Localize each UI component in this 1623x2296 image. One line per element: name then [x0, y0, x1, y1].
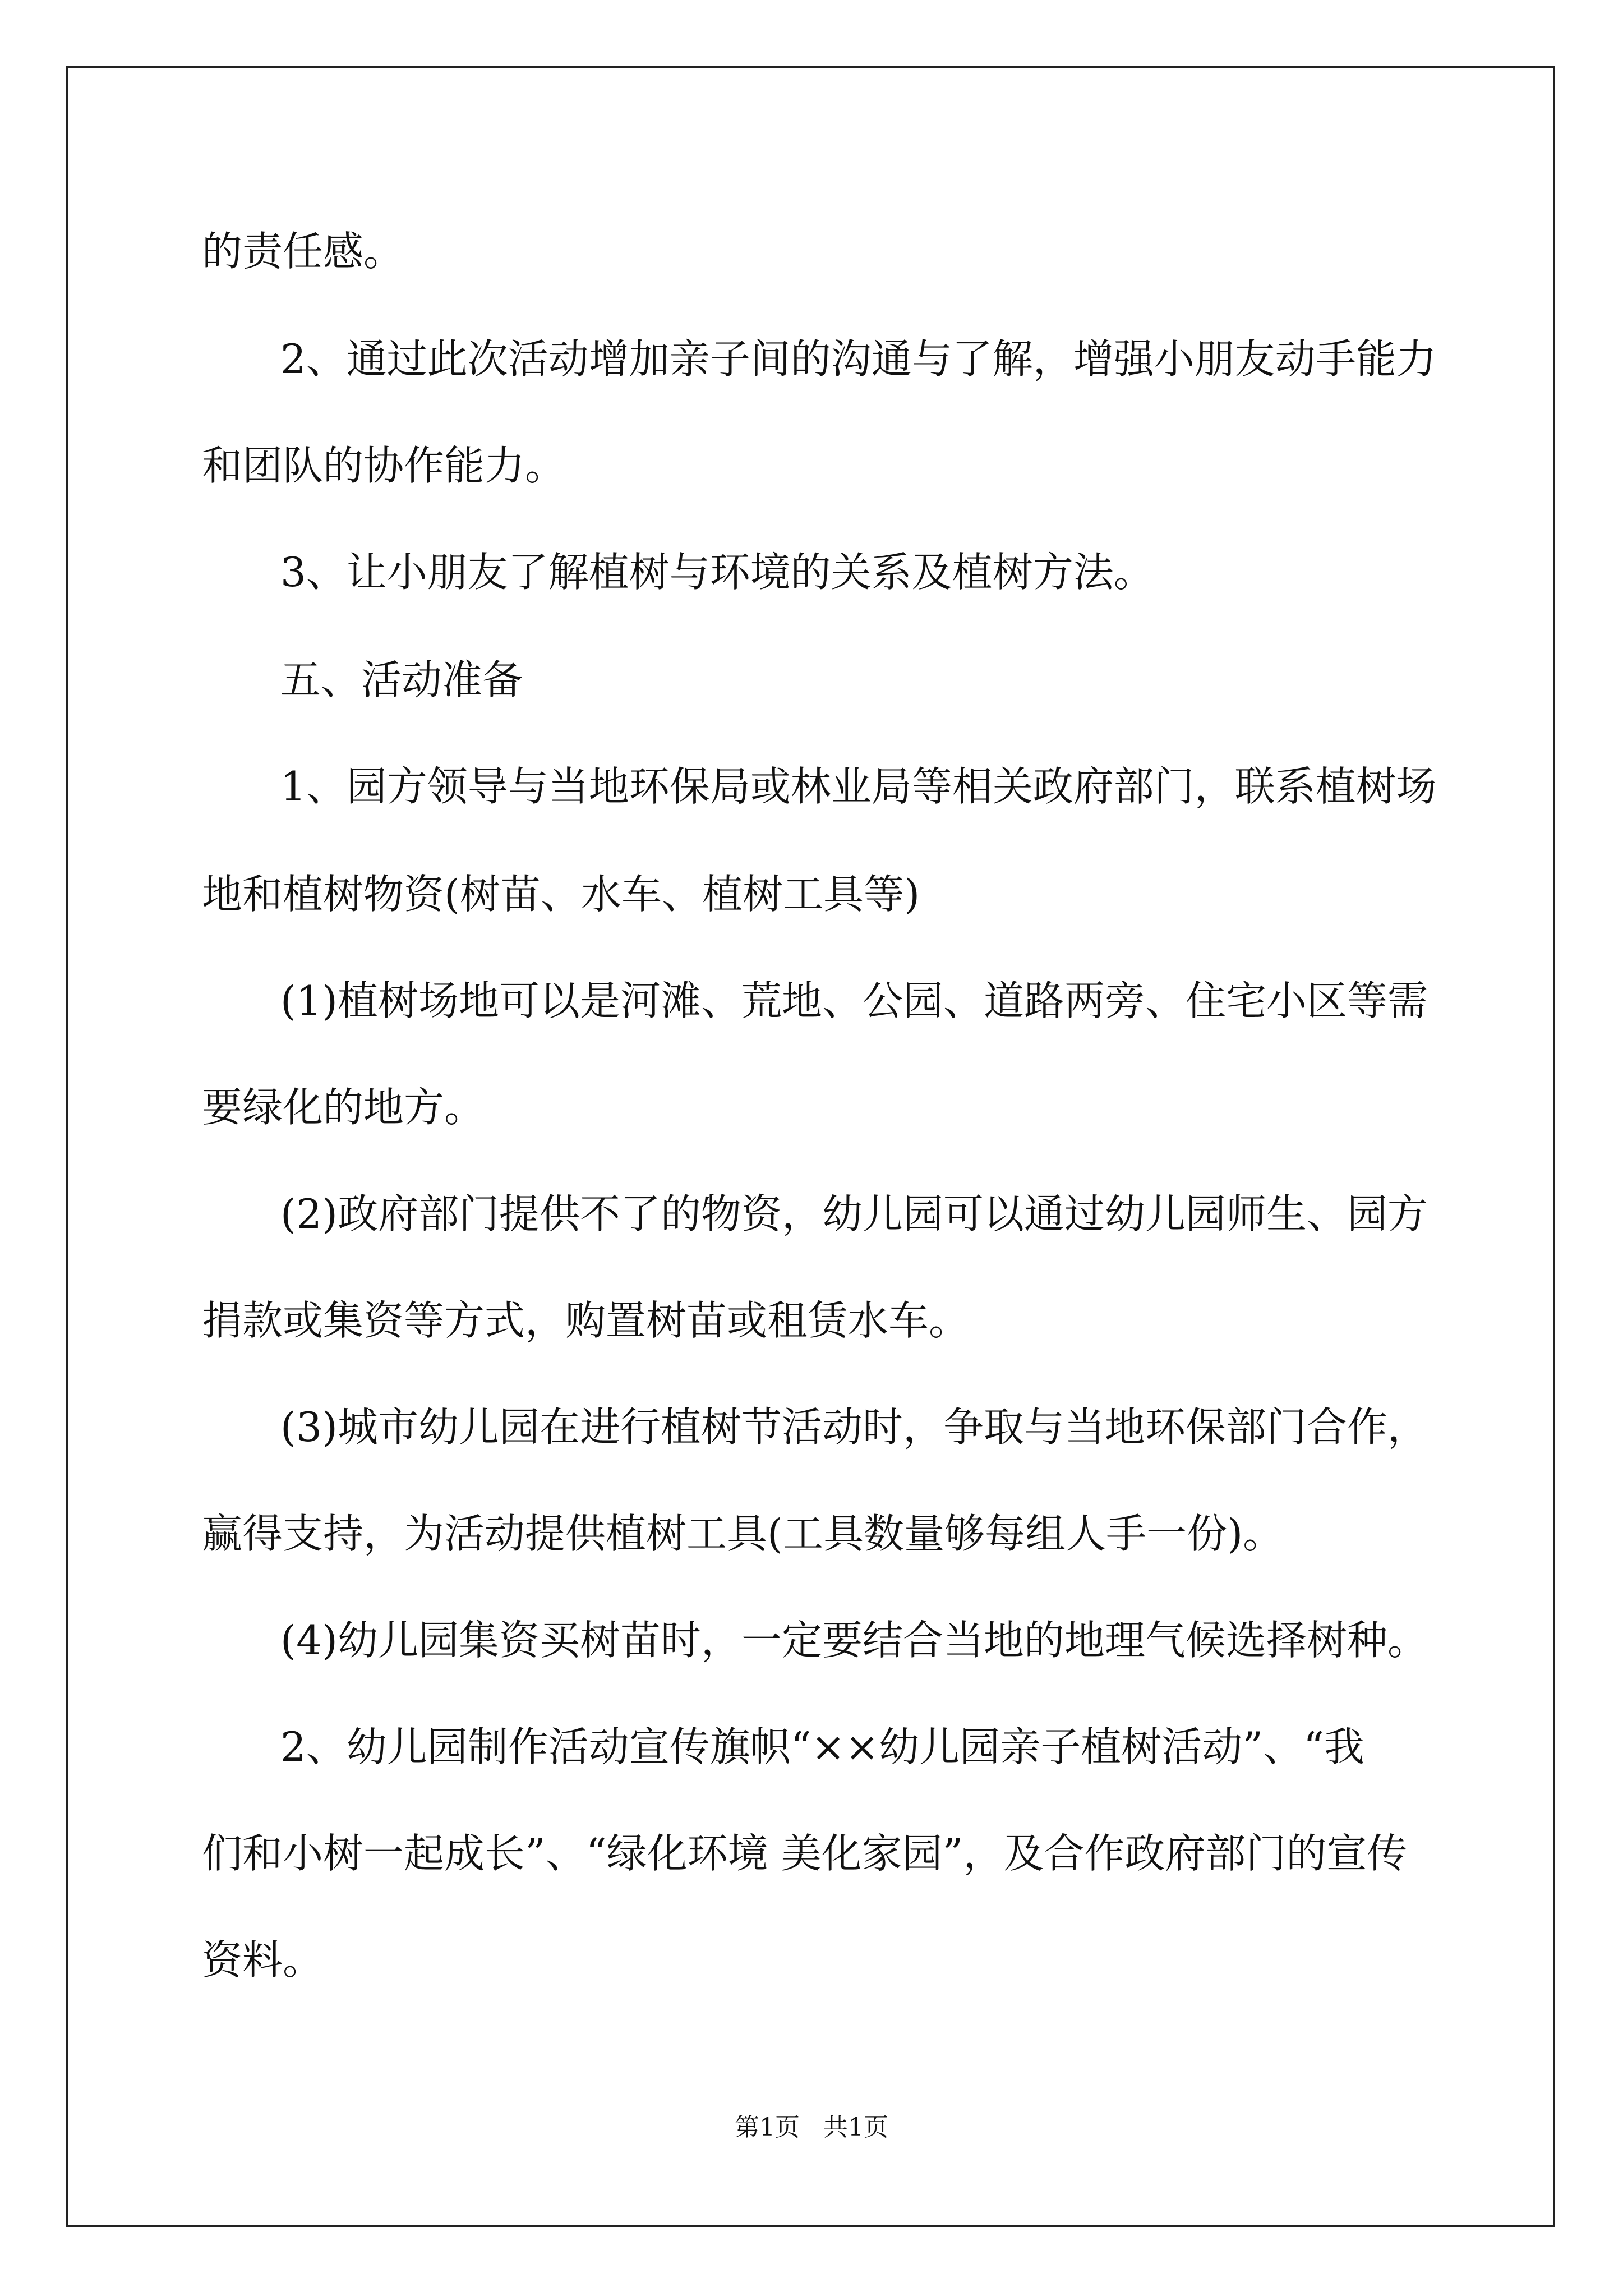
paragraph-line: 2、通过此次活动增加亲子间的沟通与了解，增强小朋友动手能力	[280, 335, 1437, 383]
paragraph-line: 要绿化的地方。	[202, 1084, 485, 1131]
paragraph-line: 3、让小朋友了解植树与环境的关系及植树方法。	[280, 549, 1154, 596]
paragraph-line: 赢得支持，为活动提供植树工具(工具数量够每组人手一份)。	[202, 1510, 1284, 1557]
paragraph-line: 和团队的协作能力。	[202, 442, 566, 489]
paragraph-line: (1)植树场地可以是河滩、荒地、公园、道路两旁、住宅小区等需	[280, 977, 1428, 1024]
section-heading: 五、活动准备	[280, 656, 523, 703]
paragraph-line: 2、幼儿园制作活动宣传旗帜“××幼儿园亲子植树活动”、“我	[280, 1723, 1364, 1770]
paragraph-line: (3)城市幼儿园在进行植树节活动时，争取与当地环保部门合作，	[280, 1404, 1428, 1451]
paragraph-line: 1、园方领导与当地环保局或林业局等相关政府部门，联系植树场	[280, 763, 1437, 810]
paragraph-line: 资料。	[202, 1936, 324, 1984]
paragraph-line: (2)政府部门提供不了的物资，幼儿园可以通过幼儿园师生、园方	[280, 1190, 1428, 1237]
paragraph-line: 的责任感。	[202, 228, 404, 275]
paragraph-line: 地和植树物资(树苗、水车、植树工具等)	[202, 871, 920, 918]
page-border	[66, 66, 1555, 2227]
paragraph-line: 捐款或集资等方式，购置树苗或租赁水车。	[202, 1297, 970, 1344]
page-number: 第1页 共1页	[735, 2113, 888, 2142]
paragraph-line: (4)幼儿园集资买树苗时，一定要结合当地的地理气候选择树种。	[280, 1617, 1428, 1664]
paragraph-line: 们和小树一起成长”、“绿化环境 美化家园”，及合作政府部门的宣传	[202, 1830, 1408, 1877]
